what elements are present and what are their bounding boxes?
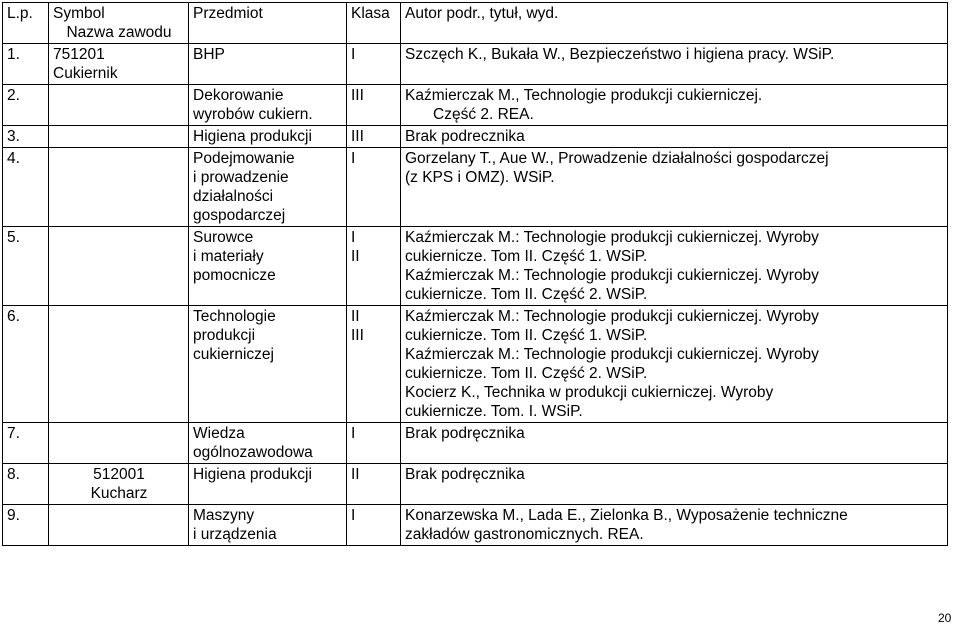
subject-cell: Higiena produkcji [189, 464, 347, 505]
profession-symbol: 751201 [53, 46, 105, 63]
profession-header-label: Nazwa zawodu [66, 24, 172, 41]
klasa-header: Klasa [347, 3, 401, 44]
symbol-cell [49, 227, 189, 306]
klasa-cell: II III [347, 306, 401, 423]
klasa-cell: III [347, 126, 401, 148]
klasa-cell: I [347, 423, 401, 464]
subject-cell: Surowce i materiały pomocnicze [189, 227, 347, 306]
lp-header: L.p. [3, 3, 49, 44]
author-cell: Brak podręcznika [401, 423, 948, 464]
author-cell: Konarzewska M., Lada E., Zielonka B., Wyposażenie techniczne zakładów gastronomicznych. REA. [401, 505, 948, 546]
author-cell: Brak podrecznika [401, 126, 948, 148]
table-row [3, 505, 948, 546]
subject-cell: BHP [189, 44, 347, 85]
table-row [3, 464, 948, 505]
author-header: Autor podr., tytuł, wyd. [401, 3, 948, 44]
table-row [3, 44, 948, 85]
author-cell: Kaźmierczak M.: Technologie produkcji cukierniczej. Wyroby cukiernicze. Tom II. Część 1. WSiP. Kaźmierczak M.: Technologie produkcji cukierniczej. Wyroby cukiernicze. Tom II. Część 2. WSiP. Kocierz K., Technika w produkcji cukierniczej. Wyroby cukiernicze. Tom. I. WSiP. [401, 306, 948, 423]
symbol-cell [49, 85, 189, 126]
table-row [3, 85, 948, 126]
klasa-cell: I II [347, 227, 401, 306]
row-number: 4. [3, 148, 49, 227]
row-number: 1. [3, 44, 49, 85]
author-cell: Kaźmierczak M.: Technologie produkcji cukierniczej. Wyroby cukiernicze. Tom II. Część 1. WSiP. Kaźmierczak M.: Technologie produkcji cukierniczej. Wyroby cukiernicze. Tom II. Część 2. WSiP. [401, 227, 948, 306]
subject-cell: Technologie produkcji cukierniczej [189, 306, 347, 423]
klasa-cell: I [347, 44, 401, 85]
symbol-cell [49, 148, 189, 227]
textbook-table [2, 2, 948, 546]
profession-name: Cukiernik [53, 65, 118, 82]
subject-cell: Higiena produkcji [189, 126, 347, 148]
subject-cell: Maszyny i urządzenia [189, 505, 347, 546]
author-cell: Szczęch K., Bukała W., Bezpieczeństwo i higiena pracy. WSiP. [401, 44, 948, 85]
author-cell: Brak podręcznika [401, 464, 948, 505]
subject-cell: Wiedza ogólnozawodowa [189, 423, 347, 464]
profession-name: Kucharz [90, 485, 148, 502]
symbol-cell [49, 464, 189, 505]
klasa-cell: II [347, 464, 401, 505]
author-cell: Kaźmierczak M., Technologie produkcji cukierniczej. Część 2. REA. [401, 85, 948, 126]
row-number: 5. [3, 227, 49, 306]
symbol-cell [49, 505, 189, 546]
symbol-header [49, 3, 189, 44]
table-row [3, 227, 948, 306]
symbol-header-label: Symbol [53, 5, 105, 22]
symbol-cell [49, 306, 189, 423]
row-number: 6. [3, 306, 49, 423]
row-number: 3. [3, 126, 49, 148]
row-number: 8. [3, 464, 49, 505]
row-number: 2. [3, 85, 49, 126]
page-number: 20 [938, 611, 952, 625]
profession-symbol: 512001 [93, 466, 145, 483]
subject-cell: Podejmowanie i prowadzenie działalności gospodarczej [189, 148, 347, 227]
table-row [3, 423, 948, 464]
table-row [3, 126, 948, 148]
klasa-cell: I [347, 148, 401, 227]
klasa-cell: I [347, 505, 401, 546]
klasa-cell: III [347, 85, 401, 126]
symbol-cell [49, 126, 189, 148]
row-number: 9. [3, 505, 49, 546]
table-row [3, 306, 948, 423]
table-row [3, 148, 948, 227]
header-row [3, 3, 948, 44]
subject-cell: Dekorowanie wyrobów cukiern. [189, 85, 347, 126]
row-number: 7. [3, 423, 49, 464]
subject-header: Przedmiot [189, 3, 347, 44]
author-cell: Gorzelany T., Aue W., Prowadzenie działalności gospodarczej (z KPS i OMZ). WSiP. [401, 148, 948, 227]
symbol-cell [49, 44, 189, 85]
symbol-cell [49, 423, 189, 464]
